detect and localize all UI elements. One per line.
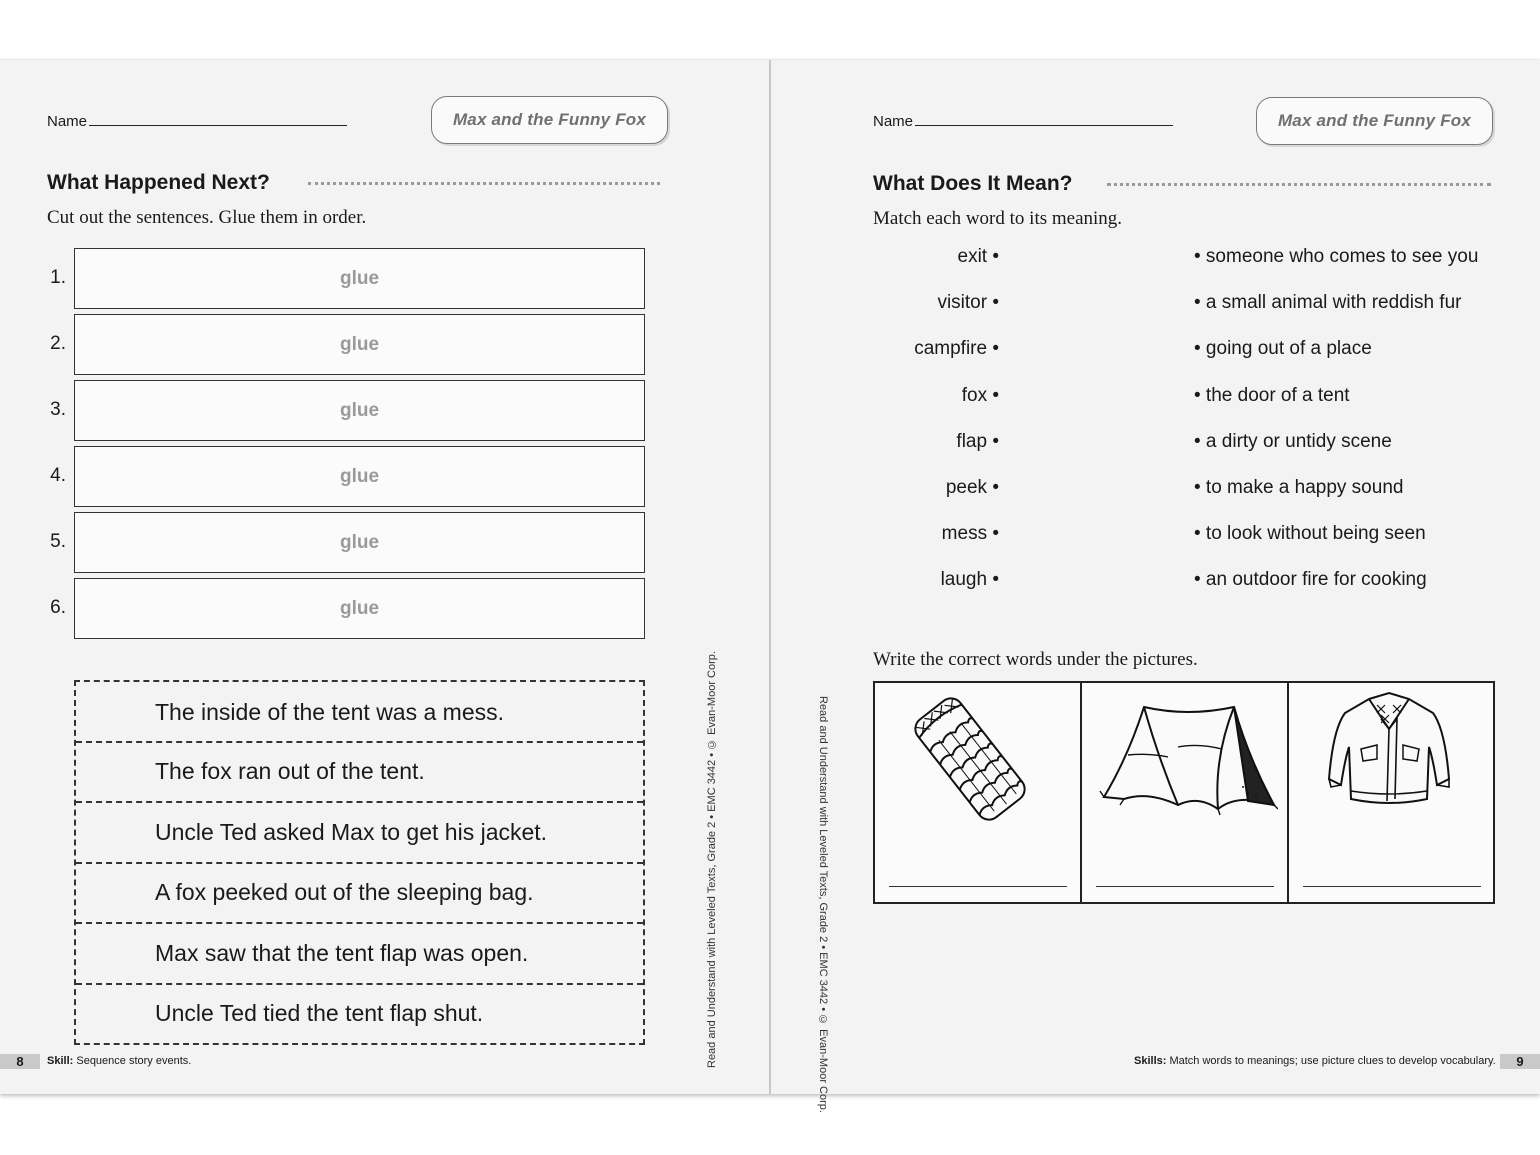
cut-sentence-text: The fox ran out of the tent.: [155, 758, 425, 785]
glue-box[interactable]: [74, 446, 645, 507]
cut-sentence-strip[interactable]: [76, 801, 643, 862]
title-badge: Max and the Funny Fox: [1256, 97, 1493, 145]
heading-dotted-rule: [1107, 183, 1491, 186]
answer-line[interactable]: [889, 886, 1067, 887]
cut-out-sentences: [74, 680, 645, 1045]
tent-icon: [1098, 697, 1278, 817]
match-word[interactable]: campfire •: [914, 338, 999, 360]
sleeping-bag-icon: [905, 689, 1035, 829]
glue-label: glue: [339, 465, 380, 487]
name-field[interactable]: [873, 111, 1173, 130]
match-meaning[interactable]: • to look without being seen: [1194, 523, 1426, 545]
page-number: 8: [0, 1054, 40, 1069]
match-word[interactable]: mess •: [941, 523, 999, 545]
name-field[interactable]: [47, 111, 347, 130]
answer-line[interactable]: [1096, 886, 1274, 887]
name-line[interactable]: [915, 111, 1173, 126]
cut-sentence-strip[interactable]: [76, 983, 643, 1044]
match-meaning[interactable]: • a small animal with reddish fur: [1194, 292, 1462, 314]
match-meaning[interactable]: • to make a happy sound: [1194, 477, 1404, 498]
match-word[interactable]: visitor •: [937, 292, 999, 314]
match-meaning[interactable]: • the door of a tent: [1194, 384, 1350, 406]
cut-sentence-text: Uncle Ted tied the tent flap shut.: [155, 1000, 484, 1027]
glue-number: 5.: [50, 531, 66, 552]
match-word[interactable]: fox •: [961, 384, 999, 406]
side-credit: Read and Understand with Leveled Texts, Grade 2 • EMC 3442 • © Evan-Moor Corp.: [706, 651, 718, 1068]
picture-instructions: Write the correct words under the pictures.: [873, 649, 1198, 670]
cut-sentence-strip[interactable]: [76, 741, 643, 802]
picture-table: [873, 681, 1495, 904]
glue-label: glue: [339, 267, 380, 289]
skill-note: [1134, 1055, 1494, 1067]
skill-note: [47, 1055, 191, 1067]
cut-sentence-text: The inside of the tent was a mess.: [155, 698, 505, 725]
skill-text: Match words to meanings; use picture clues to develop vocabulary.: [1169, 1055, 1496, 1067]
glue-label: glue: [339, 399, 380, 421]
right-page: [771, 60, 1540, 1113]
glue-number: 4.: [50, 465, 66, 486]
skill-label: Skill:: [47, 1055, 74, 1067]
match-meaning[interactable]: • a dirty or untidy scene: [1194, 430, 1392, 452]
section-heading: What Does It Mean?: [873, 172, 1073, 195]
left-page: [0, 60, 770, 1094]
title-badge: Max and the Funny Fox: [431, 96, 668, 144]
match-meaning[interactable]: • someone who comes to see you: [1194, 246, 1479, 267]
match-meaning[interactable]: • an outdoor fire for cooking: [1194, 569, 1427, 591]
skill-label: Skills:: [1134, 1055, 1167, 1067]
glue-label: glue: [339, 531, 380, 553]
section-heading: What Happened Next?: [47, 171, 270, 194]
glue-number: 1.: [50, 267, 66, 288]
glue-box[interactable]: [74, 578, 645, 639]
glue-box[interactable]: [74, 248, 645, 309]
picture-cell-sleeping-bag: [875, 683, 1082, 902]
side-credit: Read and Understand with Leveled Texts, Grade 2 • EMC 3442 • © Evan-Moor Corp.: [817, 696, 829, 1113]
cut-sentence-text: Uncle Ted asked Max to get his jacket.: [155, 818, 548, 845]
page-number: 9: [1500, 1054, 1540, 1069]
glue-box[interactable]: [74, 380, 645, 441]
jacket-icon: [1321, 689, 1457, 813]
cut-sentence-text: A fox peeked out of the sleeping bag.: [155, 879, 534, 906]
heading-dotted-rule: [308, 182, 660, 185]
match-word[interactable]: exit •: [957, 246, 999, 267]
cut-sentence-strip[interactable]: [76, 862, 643, 923]
glue-box[interactable]: [74, 512, 645, 573]
name-label: Name: [873, 113, 914, 130]
match-word[interactable]: laugh •: [940, 569, 999, 591]
glue-number: 3.: [50, 399, 66, 420]
cut-sentence-text: Max saw that the tent flap was open.: [155, 939, 529, 966]
name-label: Name: [47, 113, 88, 130]
match-word[interactable]: flap •: [956, 430, 999, 452]
cut-sentence-strip[interactable]: [76, 682, 643, 743]
glue-label: glue: [339, 333, 380, 355]
glue-number: 6.: [50, 597, 66, 618]
skill-text: Sequence story events.: [76, 1055, 192, 1067]
instructions: Match each word to its meaning.: [873, 208, 1123, 229]
workbook-spread: [0, 60, 1540, 1113]
instructions: Cut out the sentences. Glue them in order.: [47, 207, 367, 228]
match-meaning[interactable]: • going out of a place: [1194, 338, 1372, 360]
answer-line[interactable]: [1303, 886, 1481, 887]
glue-label: glue: [339, 597, 380, 619]
picture-cell-tent: [1082, 683, 1289, 902]
glue-number: 2.: [50, 333, 66, 354]
name-line[interactable]: [89, 111, 347, 126]
match-word[interactable]: peek •: [945, 477, 999, 498]
glue-box[interactable]: [74, 314, 645, 375]
cut-sentence-strip[interactable]: [76, 922, 643, 983]
picture-cell-jacket: [1289, 683, 1493, 902]
